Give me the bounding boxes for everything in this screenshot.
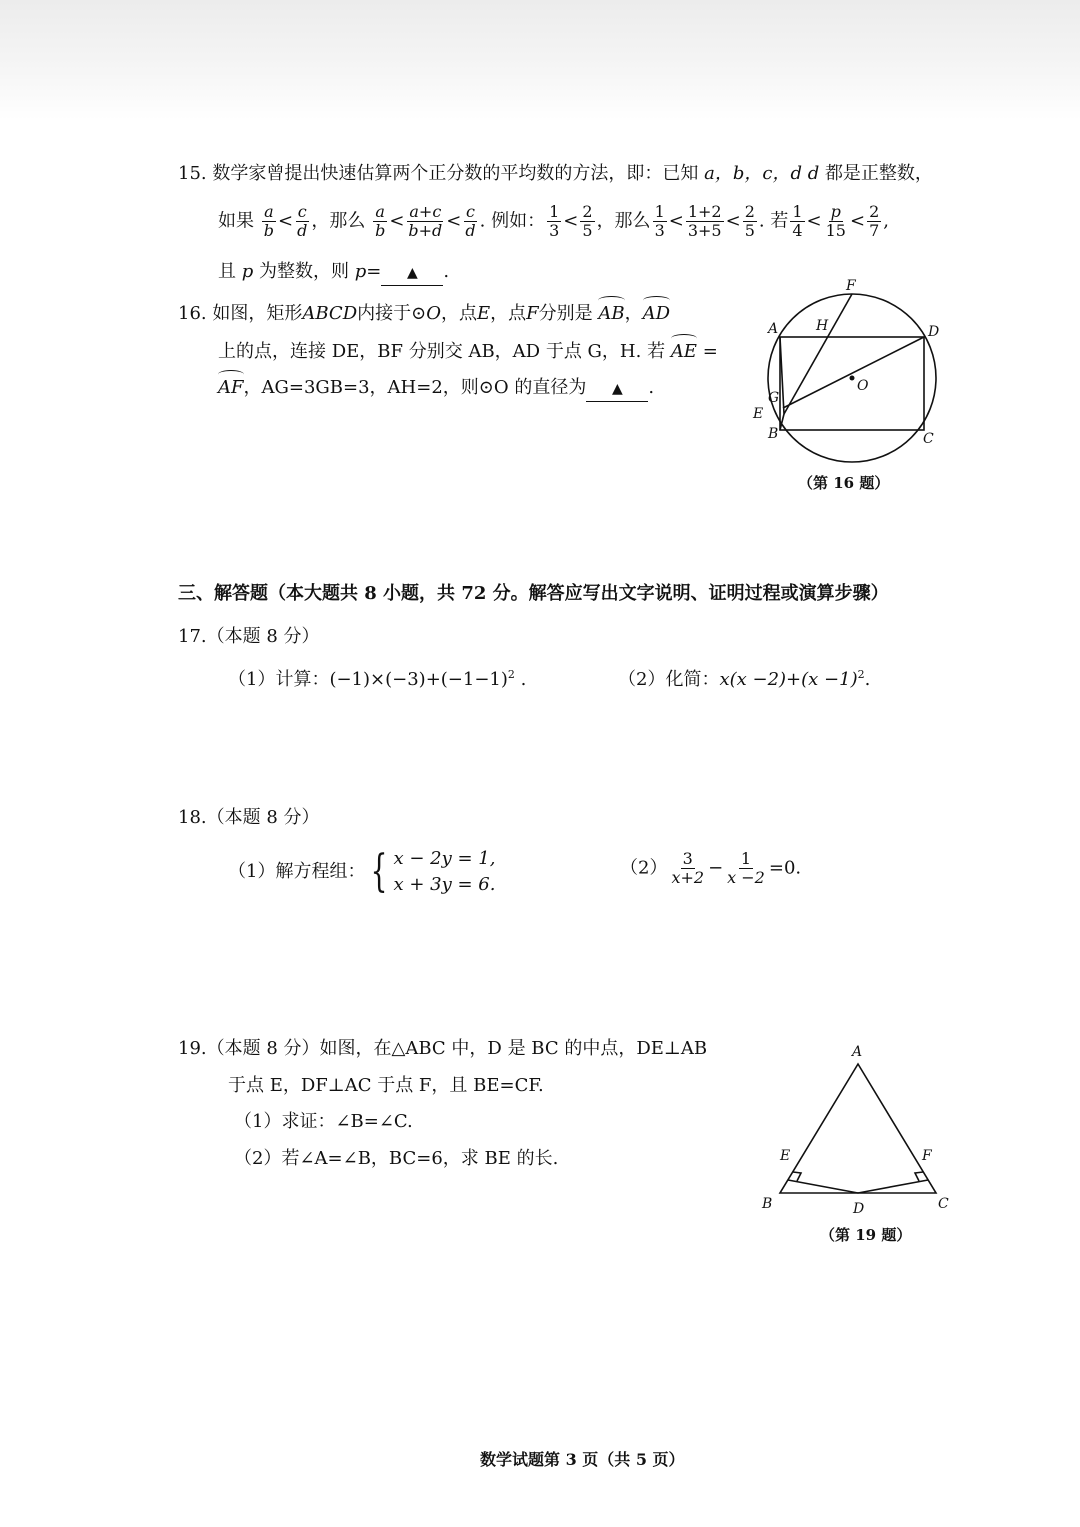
label-f: F bbox=[922, 1148, 932, 1164]
q15-line3: 且 p 为整数，则 p= ▲ . bbox=[218, 260, 449, 286]
arc-ae: AE bbox=[670, 341, 697, 362]
arc-ad: AD bbox=[642, 303, 671, 324]
q15-line1: 15. 数学家曾提出快速估算两个正分数的平均数的方法，即：已知 a，b，c，d d 都是正整数， bbox=[178, 163, 933, 184]
q19-part2: （2）若∠A=∠B，BC=6，求 BE 的长. bbox=[234, 1148, 559, 1169]
q19-part1: （1）求证：∠B=∠C. bbox=[234, 1111, 413, 1132]
q19-line1: 19.（本题 8 分）如图，在△ABC 中，D 是 BC 的中点，DE⊥AB bbox=[178, 1038, 708, 1059]
frac-sum: $\frac{1+2}{3+5}$ bbox=[687, 202, 722, 240]
frac-3-over: $\frac{3}{x+2}$ bbox=[671, 849, 705, 887]
label-a: A bbox=[852, 1044, 863, 1060]
triangle-abc bbox=[780, 1064, 936, 1193]
label-g: G bbox=[768, 390, 780, 406]
segment-de bbox=[783, 337, 924, 408]
q17-part1: （1）计算：$(-1)\times(-3)+(-1-1)^2$ . bbox=[228, 668, 527, 690]
label-e: E bbox=[753, 406, 764, 422]
frac-p-15: $\frac{p}{15}$ bbox=[825, 202, 846, 240]
label-f: F bbox=[846, 278, 856, 294]
caption-16: （第 16 题） bbox=[798, 474, 890, 492]
caption-19: （第 19 题） bbox=[820, 1226, 912, 1244]
answer-blank: ▲ bbox=[586, 376, 648, 402]
frac-2-5: $\frac{2}{5}$ bbox=[582, 202, 593, 240]
label-d: D bbox=[853, 1201, 865, 1217]
label-b: B bbox=[762, 1196, 773, 1212]
label-c: C bbox=[938, 1196, 949, 1212]
label-b: B bbox=[768, 426, 779, 442]
page-footer: 数学试题第 3 页（共 5 页） bbox=[480, 1450, 685, 1469]
arc-ab: AB bbox=[598, 303, 625, 324]
frac-2-5-b: $\frac{2}{5}$ bbox=[744, 202, 755, 240]
q18-heading: 18.（本题 8 分） bbox=[178, 807, 320, 828]
label-e: E bbox=[780, 1148, 791, 1164]
right-angle-e bbox=[793, 1172, 801, 1181]
q15-var-d: d bbox=[801, 163, 825, 184]
frac-1-3-b: $\frac{1}{3}$ bbox=[654, 202, 665, 240]
label-h: H bbox=[816, 318, 829, 334]
frac-1-3: $\frac{1}{3}$ bbox=[549, 202, 560, 240]
segment-bf bbox=[784, 294, 852, 414]
frac-c-d-2: $\frac{c}{d}$ bbox=[465, 202, 476, 240]
arc-af: AF bbox=[218, 377, 244, 398]
section-3-heading: 三、解答题（本大题共 8 小题，共 72 分。解答应写出文字说明、证明过程或演算步骤） bbox=[178, 583, 889, 604]
center-dot bbox=[850, 376, 855, 381]
right-angle-f bbox=[915, 1172, 923, 1181]
q16-line1: 16. 如图，矩形ABCD内接于⊙O，点E，点F分别是 AB，AD bbox=[178, 303, 671, 324]
q16-line3: AF，AG=3GB=3，AH=2，则⊙O 的直径为 ▲ . bbox=[218, 376, 654, 402]
frac-1-over: $\frac{1}{x -2}$ bbox=[727, 849, 765, 887]
figure-16 bbox=[748, 278, 958, 503]
answer-blank: ▲ bbox=[381, 260, 443, 286]
segment-de bbox=[788, 1180, 858, 1193]
label-a: A bbox=[768, 321, 779, 337]
label-d: D bbox=[928, 324, 940, 340]
q16-line2: 上的点，连接 DE，BF 分别交 AB，AD 于点 G，H. 若 AE = bbox=[218, 341, 718, 362]
frac-1-4: $\frac{1}{4}$ bbox=[792, 202, 803, 240]
frac-a-b-2: $\frac{a}{b}$ bbox=[375, 202, 386, 240]
brace: { bbox=[371, 846, 388, 897]
figure-19 bbox=[750, 1040, 960, 1250]
frac-c-d: $\frac{c}{d}$ bbox=[297, 202, 308, 240]
frac-a-b: $\frac{a}{b}$ bbox=[263, 202, 274, 240]
q18-part1: （1）解方程组： { x − 2y = 1, x + 3y = 6. bbox=[228, 846, 496, 897]
q19-line2: 于点 E，DF⊥AC 于点 F，且 BE=CF. bbox=[228, 1075, 544, 1096]
frac-ac-bd: $\frac{a+c}{b+d}$ bbox=[408, 202, 443, 240]
segment-df bbox=[858, 1180, 928, 1193]
scan-shadow bbox=[0, 0, 1080, 120]
label-c: C bbox=[923, 431, 934, 447]
label-o: O bbox=[857, 378, 869, 394]
equation-system: x − 2y = 1, x + 3y = 6. bbox=[393, 848, 496, 895]
q17-part2: （2）化简：$x(x -2)+(x -1)^2$. bbox=[618, 668, 871, 690]
q17-heading: 17.（本题 8 分） bbox=[178, 626, 320, 647]
frac-2-7: $\frac{2}{7}$ bbox=[869, 202, 880, 240]
q18-part2: （2） $\frac{3}{x+2}$ − $\frac{1}{x -2}$ =0. bbox=[620, 849, 802, 887]
q15-line2: 如果 $\frac{a}{b}$ < $\frac{c}{d}$ ，那么 $\frac{a}{b}$ < $\frac{a+c}{b+d}$ < $\frac{c}{d}$ . 例如： $\frac{1}{3}$ < $\frac{2}{5}$ ，那么 $\frac{1}{3}$ < $\frac{1+2}{3+5}$ < $\frac{2}{5}$ . 若 $\frac{1}{4}$ < $\frac{p}{15}$ < $\frac{2}{7}$ , bbox=[218, 202, 889, 240]
